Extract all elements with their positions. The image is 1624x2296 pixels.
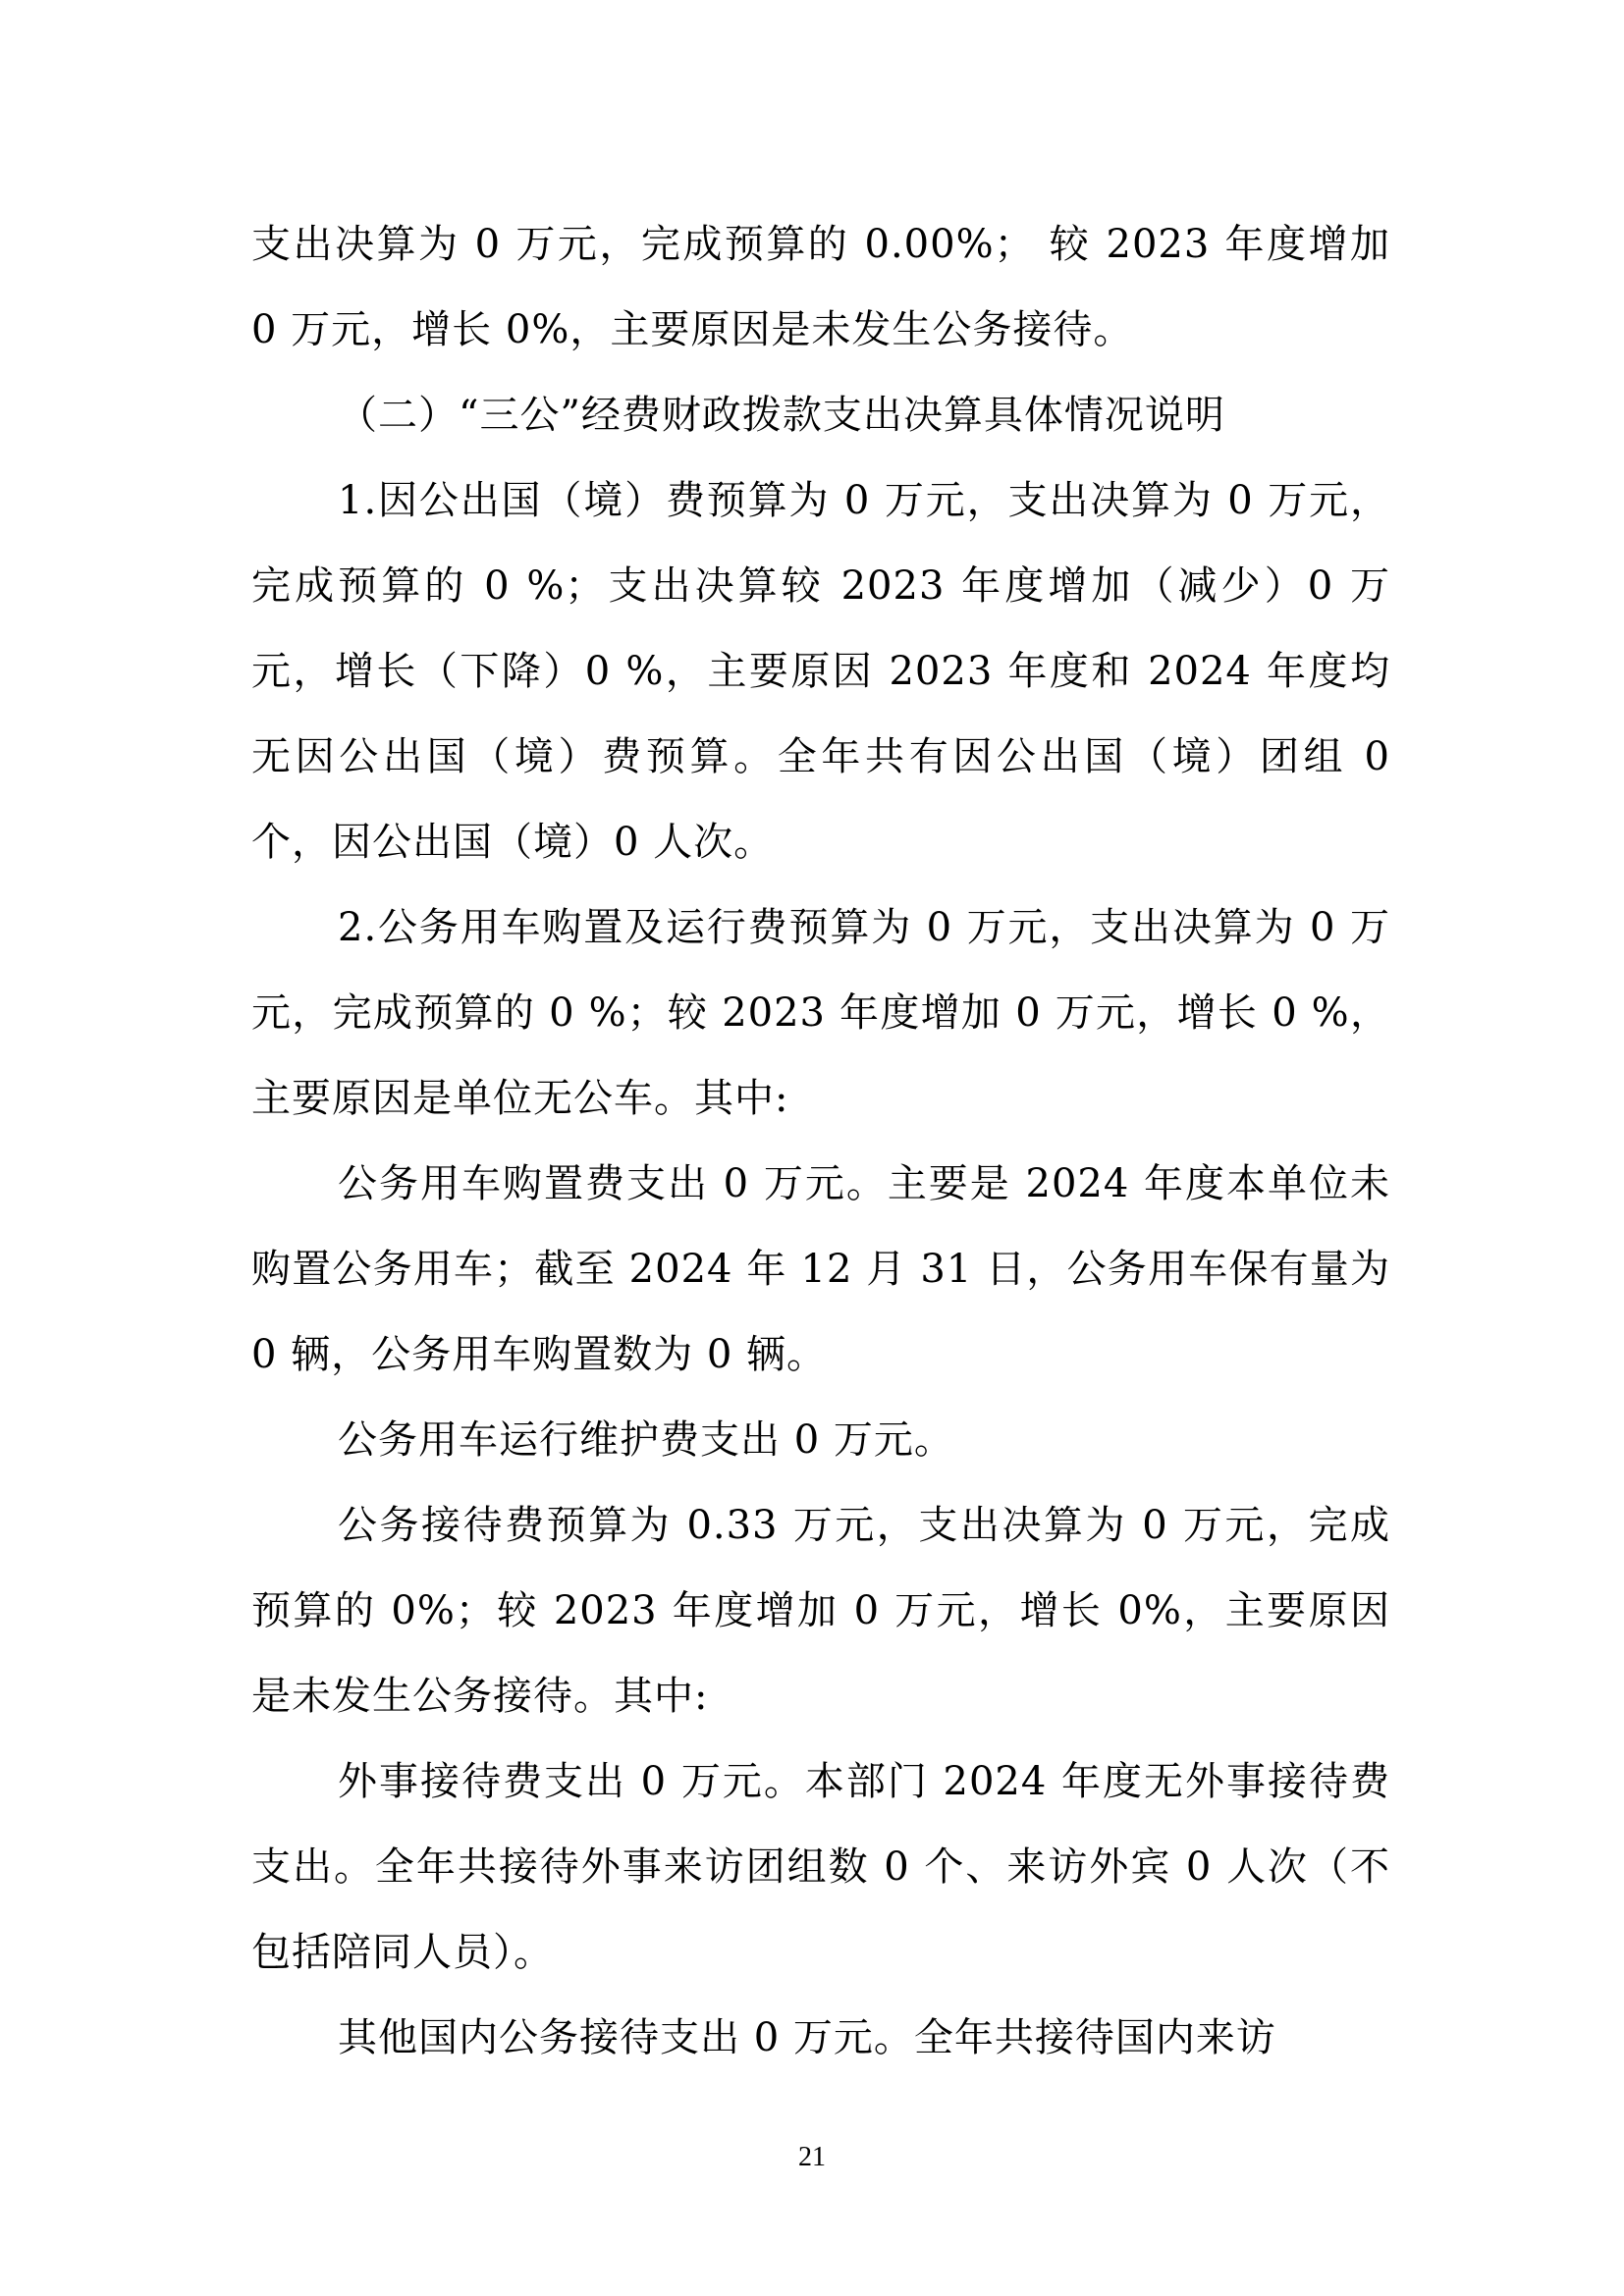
paragraph-vehicle-maintenance-expenses: 公务用车运行维护费支出 0 万元。	[338, 1417, 954, 1463]
paragraph-foreign-affairs-reception: 外事接待费支出 0 万元。本部门 2024 年度无外事接待费支出。全年共接待外事来访团组数 0 个、来访外宾 0 人次（不包括陪同人员）。	[251, 1759, 1390, 1975]
document-body	[251, 202, 1390, 2081]
page-number: 21	[798, 2142, 826, 2172]
paragraph-domestic-reception: 其他国内公务接待支出 0 万元。全年共接待国内来访	[338, 2015, 1276, 2060]
paragraph-vehicle-purchase-expenses: 公务用车购置费支出 0 万元。主要是 2024 年度本单位未购置公务用车；截至 2024 年 12 月 31 日，公务用车保有量为 0 辆，公务用车购置数为 0 辆。	[251, 1161, 1390, 1377]
paragraph-official-vehicle-expenses: 2.公务用车购置及运行费预算为 0 万元，支出决算为 0 万元，完成预算的 0 %；较 2023 年度增加 0 万元，增长 0 %，主要原因是单位无公车。其中:	[251, 905, 1390, 1121]
paragraph-reception-expenses: 公务接待费预算为 0.33 万元，支出决算为 0 万元，完成预算的 0%；较 2023 年度增加 0 万元，增长 0%，主要原因是未发生公务接待。其中:	[251, 1503, 1390, 1719]
paragraph-overseas-travel-expenses: 1.因公出国（境）费预算为 0 万元，支出决算为 0 万元，完成预算的 0 %；支出决算较 2023 年度增加（减少）0 万元，增长（下降）0 %，主要原因 2023 年度和 2024 年度均无因公出国（境）费预算。全年共有因公出国（境）团组 0 个，因公出国（境）0 人次。	[251, 478, 1390, 865]
section-heading-three-public-expenses: （二）“三公”经费财政拨款支出决算具体情况说明	[338, 393, 1225, 438]
paragraph-expense-summary: 支出决算为 0 万元，完成预算的 0.00%； 较 2023 年度增加 0 万元，增长 0%，主要原因是未发生公务接待。	[251, 222, 1390, 352]
